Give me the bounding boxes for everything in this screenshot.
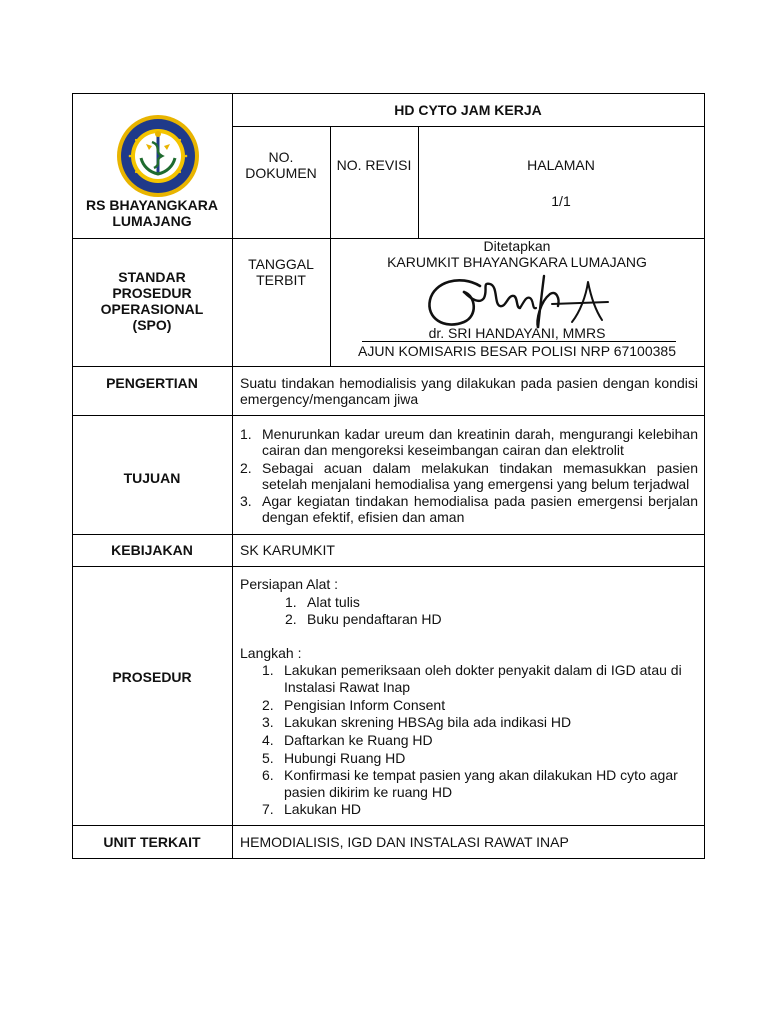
table-border-top xyxy=(72,93,705,94)
table-border-bottom xyxy=(72,858,705,859)
no-dokumen-label-line2: DOKUMEN xyxy=(245,165,317,181)
tujuan-item: Menurunkan kadar ureum dan kreatinin darah, mengurangi kelebihan xyxy=(262,426,698,442)
langkah-item-number: 3. xyxy=(262,714,274,730)
spo-title: STANDAR xyxy=(118,269,186,285)
karumkit-text: KARUMKIT BHAYANGKARA LUMAJANG xyxy=(387,254,647,270)
langkah-item: Hubungi Ruang HD xyxy=(284,750,406,766)
langkah-item: Lakukan pemeriksaan oleh dokter penyakit dalam di IGD atau di xyxy=(284,662,682,678)
persiapan-item-number: 1. xyxy=(285,594,297,610)
label-column-divider xyxy=(232,93,233,859)
langkah-item-number: 5. xyxy=(262,750,274,766)
tujuan-item-number: 1. xyxy=(240,426,252,442)
persiapan-item-number: 2. xyxy=(285,611,297,627)
header-title-divider xyxy=(232,126,705,127)
langkah-item: Daftarkan ke Ruang HD xyxy=(284,732,433,748)
tujuan-item-continuation: cairan dan mengoreksi keseimbangan cairan dan elektrolit xyxy=(262,442,624,458)
langkah-item-continuation: pasien dikirim ke ruang HD xyxy=(284,784,453,800)
header-column-divider xyxy=(418,126,419,238)
no-revisi-label: NO. REVISI xyxy=(336,157,412,173)
unit-terkait-value: HEMODIALISIS, IGD DAN INSTALASI RAWAT INAP xyxy=(240,834,569,850)
hospital-name-city: LUMAJANG xyxy=(112,213,192,229)
tujuan-item-continuation: dengan efektif, efisien dan aman xyxy=(262,509,465,525)
spo-title-line4: (SPO) xyxy=(132,317,172,333)
halaman-value: 1/1 xyxy=(551,193,571,209)
prosedur-label: PROSEDUR xyxy=(112,669,192,685)
document-title: HD CYTO JAM KERJA xyxy=(394,102,542,118)
signature-underline xyxy=(362,341,676,342)
tujuan-item-number: 3. xyxy=(240,493,252,509)
langkah-item: Lakukan HD xyxy=(284,801,362,817)
table-border-right xyxy=(704,93,705,859)
hospital-name: RS BHAYANGKARA xyxy=(86,197,218,213)
unit-terkait-label: UNIT TERKAIT xyxy=(103,834,201,850)
tanggal-terbit-label: TANGGAL xyxy=(248,256,314,272)
tujuan-item: Agar kegiatan tindakan hemodialisa pada pasien emergensi berjalan xyxy=(262,493,698,509)
kebijakan-value: SK KARUMKIT xyxy=(240,542,335,558)
langkah-item-number: 1. xyxy=(262,662,274,678)
pengertian-text: Suatu tindakan hemodialisis yang dilakukan pada pasien dengan kondisi xyxy=(240,375,698,391)
no-dokumen-label: NO. xyxy=(268,149,294,165)
halaman-label: HALAMAN xyxy=(527,157,595,173)
hospital-logo xyxy=(116,114,200,198)
tanggal-terbit-label-line2: TERBIT xyxy=(256,272,306,288)
pengertian-text-line2: emergency/mengancam jiwa xyxy=(240,391,419,407)
langkah-item-number: 6. xyxy=(262,767,274,783)
tujuan-item-continuation: setelah menjalani hemodialisa yang emergensi yang belum terjadwal xyxy=(262,476,690,492)
signer-name: dr. SRI HANDAYANI, MMRS xyxy=(428,325,606,341)
ditetapkan-text: Ditetapkan xyxy=(483,238,551,254)
pengertian-label: PENGERTIAN xyxy=(106,375,198,391)
langkah-item-number: 2. xyxy=(262,697,274,713)
table-row-divider xyxy=(72,366,705,367)
persiapan-item: Buku pendaftaran HD xyxy=(307,611,442,627)
persiapan-heading: Persiapan Alat : xyxy=(240,576,339,592)
spo-title-line2: PROSEDUR xyxy=(112,285,192,301)
tujuan-item: Sebagai acuan dalam melakukan tindakan memasukkan pasien xyxy=(262,460,698,476)
tujuan-label: TUJUAN xyxy=(123,470,181,486)
table-row-divider xyxy=(72,415,705,416)
kebijakan-label: KEBIJAKAN xyxy=(111,542,193,558)
signer-rank: AJUN KOMISARIS BESAR POLISI NRP 67100385 xyxy=(358,343,676,359)
table-row-divider xyxy=(72,825,705,826)
table-row-divider xyxy=(72,534,705,535)
tujuan-item-number: 2. xyxy=(240,460,252,476)
langkah-item-number: 4. xyxy=(262,732,274,748)
langkah-item: Konfirmasi ke tempat pasien yang akan dilakukan HD cyto agar xyxy=(284,767,678,783)
langkah-item-number: 7. xyxy=(262,801,274,817)
langkah-heading: Langkah : xyxy=(240,645,302,661)
langkah-item: Lakukan skrening HBSAg bila ada indikasi HD xyxy=(284,714,572,730)
spo-title-line3: OPERASIONAL xyxy=(100,301,204,317)
table-row-divider xyxy=(72,566,705,567)
police-emblem-logo-icon xyxy=(116,114,200,198)
langkah-item-continuation: Instalasi Rawat Inap xyxy=(284,679,411,695)
langkah-item: Pengisian Inform Consent xyxy=(284,697,446,713)
persiapan-item: Alat tulis xyxy=(307,594,360,610)
